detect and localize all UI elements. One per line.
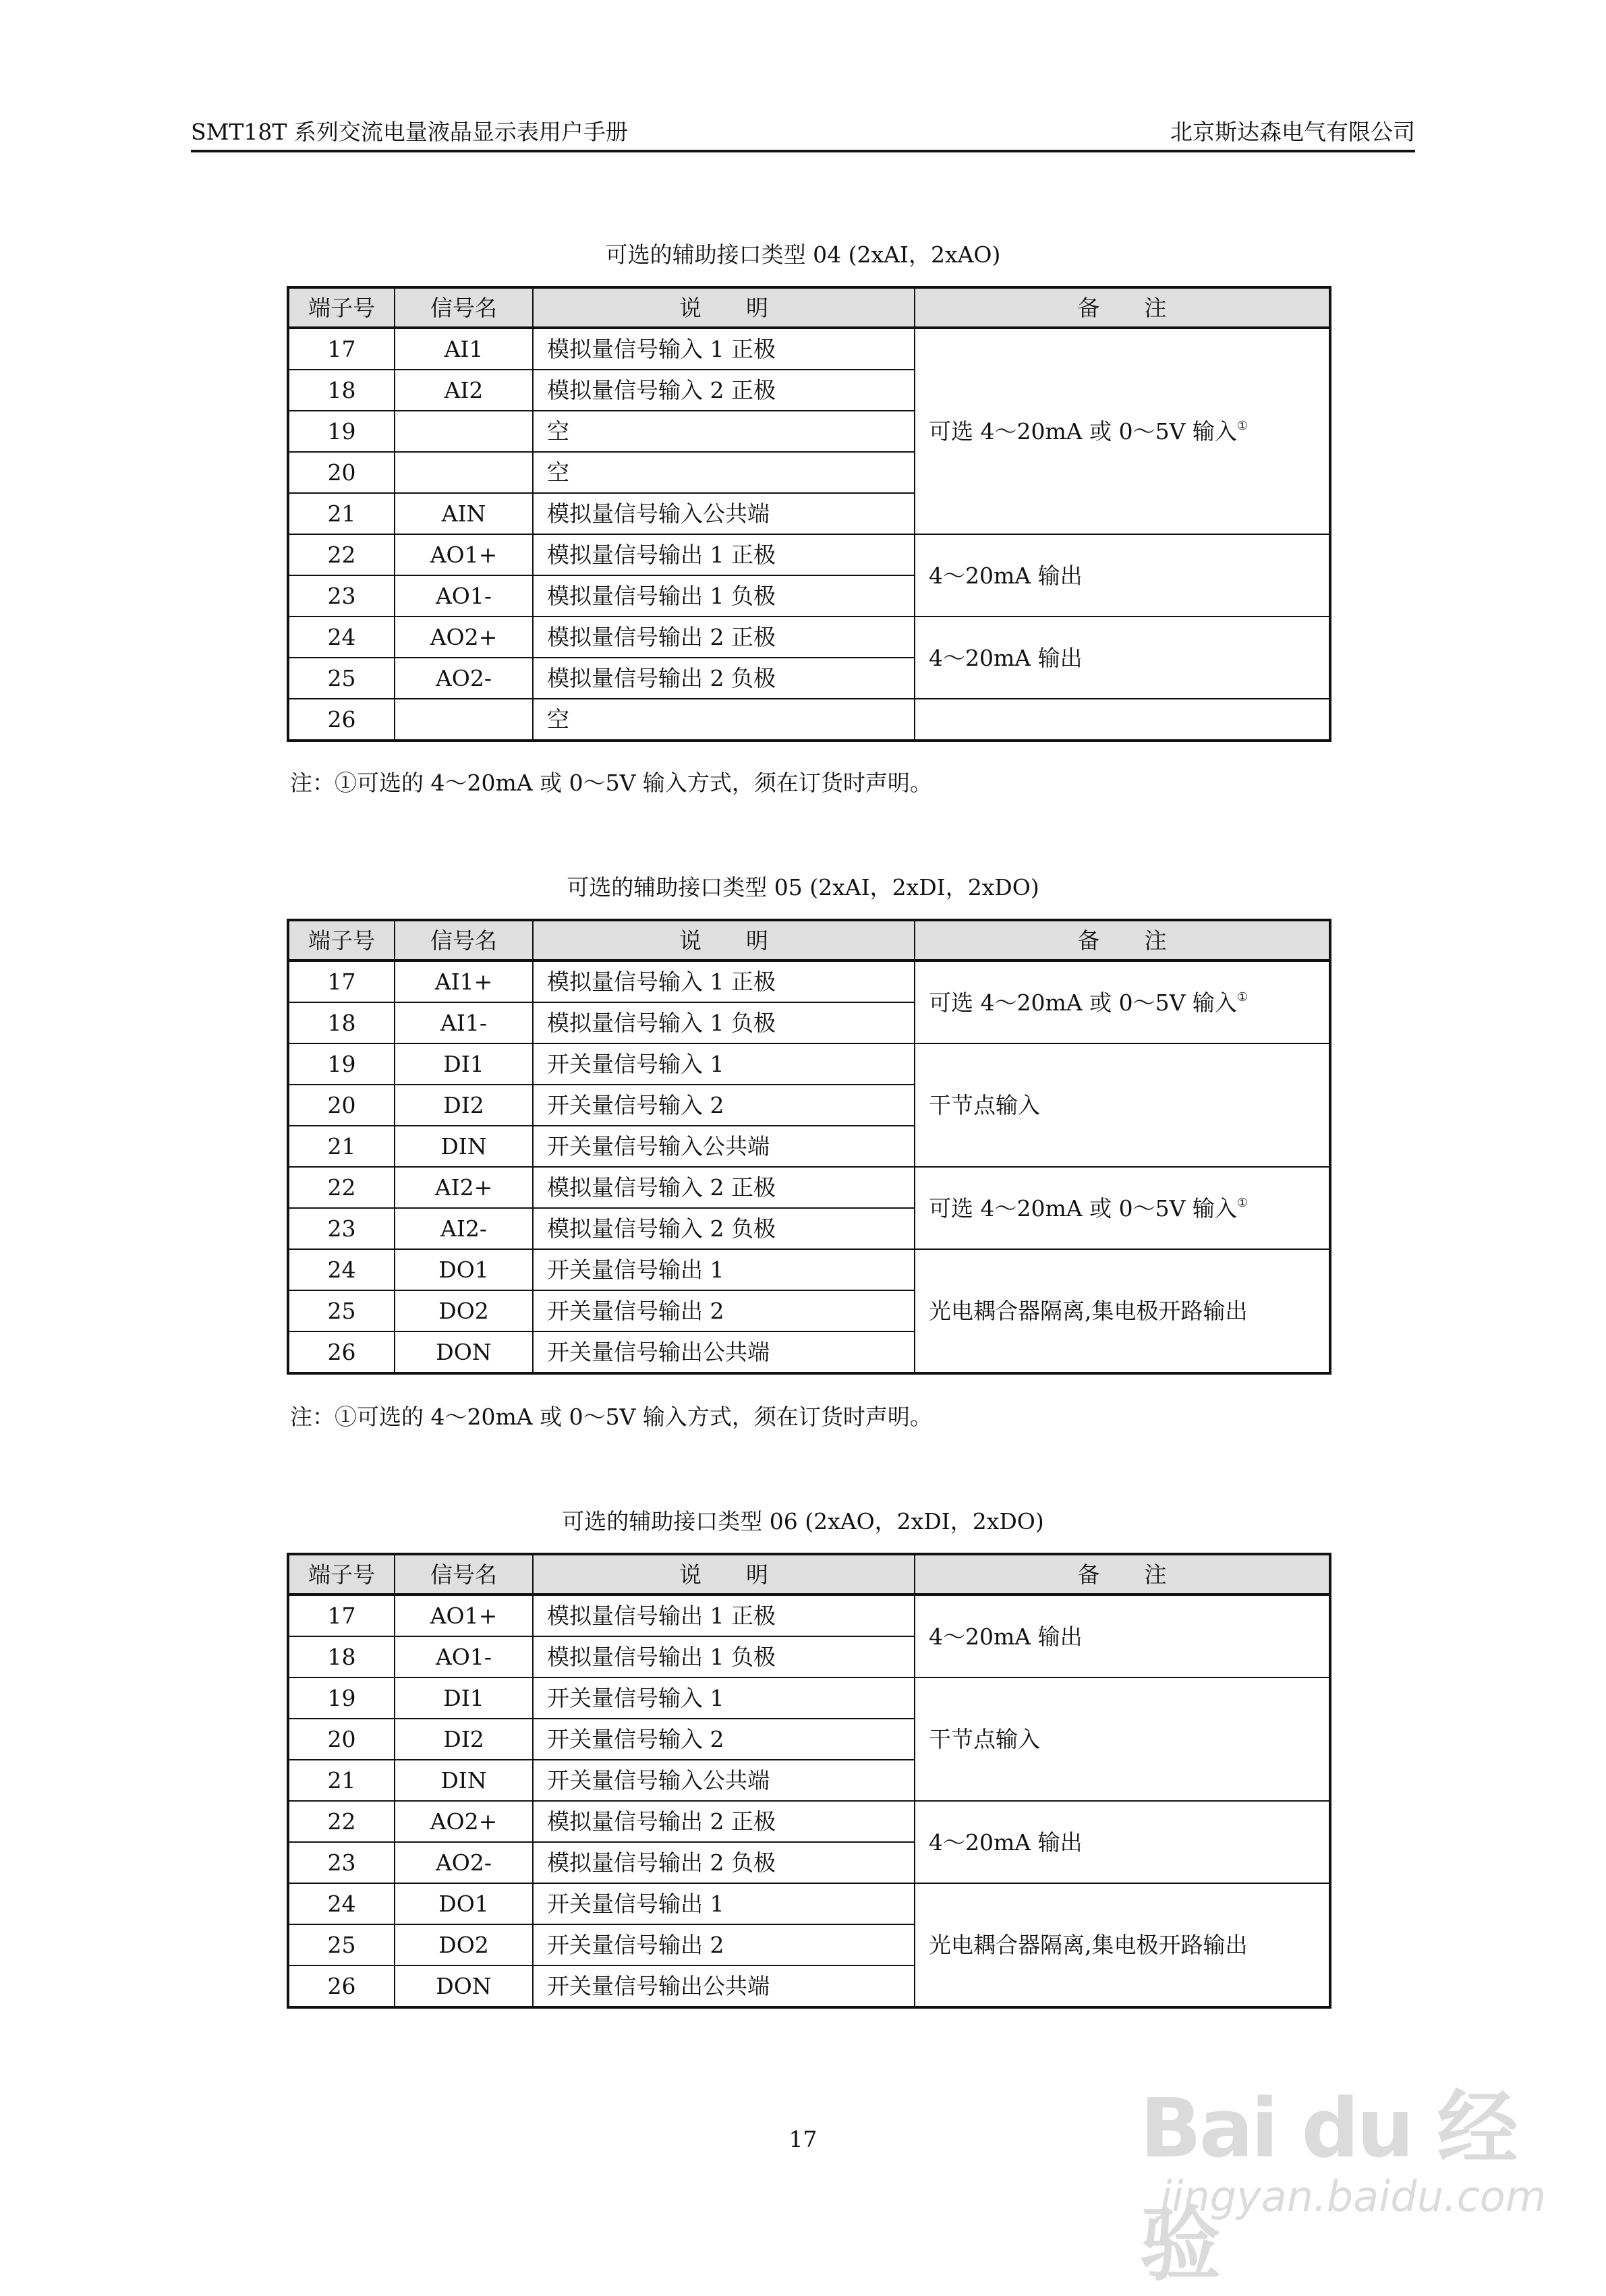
- terminal-cell: 26: [288, 1965, 395, 2007]
- terminal-cell: 23: [288, 1842, 395, 1883]
- description-cell: 开关量信号输出 1: [533, 1249, 915, 1290]
- terminal-cell: 26: [288, 699, 395, 741]
- header-title: SMT18T 系列交流电量液晶显示表用户手册: [191, 119, 628, 145]
- description-cell: 模拟量信号输出 1 负极: [533, 575, 915, 616]
- signal-cell: [395, 699, 533, 741]
- remark-cell: 4～20mA 输出: [915, 1801, 1330, 1883]
- watermark-logo: Bai du 经验: [1140, 2082, 1516, 2292]
- description-cell: 开关量信号输入 2: [533, 1719, 915, 1760]
- table-row: [288, 1677, 1330, 1719]
- description-cell: 开关量信号输入公共端: [533, 1126, 915, 1167]
- remark-cell: [915, 960, 1330, 1043]
- signal-cell: AO1-: [395, 1636, 533, 1677]
- table-row: [288, 1801, 1330, 1842]
- signal-cell: DO2: [395, 1290, 533, 1331]
- table-row: [288, 328, 1330, 370]
- remark-cell: 光电耦合器隔离,集电极开路输出: [915, 1883, 1330, 2007]
- table-caption: 可选的辅助接口类型 06 (2xAO，2xDI，2xDO): [562, 1508, 1044, 1534]
- signal-cell: AO2+: [395, 616, 533, 658]
- signal-cell: DI1: [395, 1677, 533, 1719]
- watermark-url: jingyan.baidu.com: [1160, 2172, 1547, 2221]
- terminal-cell: 21: [288, 493, 395, 534]
- description-cell: 模拟量信号输出 1 负极: [533, 1636, 915, 1677]
- description-cell: 开关量信号输出公共端: [533, 1331, 915, 1373]
- description-cell: 开关量信号输入 1: [533, 1043, 915, 1085]
- footnote-mark: ①: [1236, 419, 1249, 433]
- description-cell: 开关量信号输入公共端: [533, 1760, 915, 1801]
- terminal-cell: 20: [288, 1085, 395, 1126]
- page-number: 17: [788, 2126, 818, 2152]
- remark-cell: 4～20mA 输出: [915, 616, 1330, 699]
- description-cell: 开关量信号输出 1: [533, 1883, 915, 1924]
- description-cell: 模拟量信号输入 2 负极: [533, 1208, 915, 1249]
- col-description: 说 明: [533, 920, 915, 960]
- signal-cell: AO1+: [395, 534, 533, 575]
- signal-cell: DO1: [395, 1249, 533, 1290]
- terminal-cell: 26: [288, 1331, 395, 1373]
- table-caption: 可选的辅助接口类型 04 (2xAI，2xAO): [605, 241, 1001, 268]
- signal-cell: AI1: [395, 328, 533, 370]
- table-row: [288, 1043, 1330, 1085]
- terminal-cell: 21: [288, 1760, 395, 1801]
- terminal-cell: 20: [288, 452, 395, 493]
- terminal-cell: 24: [288, 616, 395, 658]
- description-cell: 模拟量信号输出 1 正极: [533, 1595, 915, 1636]
- footnote: 注：①可选的 4～20mA 或 0～5V 输入方式，须在订货时声明。: [290, 770, 932, 796]
- remark-cell: 光电耦合器隔离,集电极开路输出: [915, 1249, 1330, 1373]
- table-row: [288, 1167, 1330, 1208]
- terminal-cell: 25: [288, 1924, 395, 1965]
- signal-cell: DIN: [395, 1760, 533, 1801]
- terminal-cell: 18: [288, 1002, 395, 1043]
- col-terminal: 端子号: [288, 920, 395, 960]
- col-signal: 信号名: [395, 1554, 533, 1595]
- terminal-cell: 17: [288, 1595, 395, 1636]
- signal-cell: AI2+: [395, 1167, 533, 1208]
- col-description: 说 明: [533, 287, 915, 328]
- remark-cell: [915, 699, 1330, 741]
- terminal-cell: 23: [288, 1208, 395, 1249]
- terminal-cell: 25: [288, 658, 395, 699]
- terminal-cell: 22: [288, 1167, 395, 1208]
- page-header: [191, 112, 1415, 152]
- signal-cell: DI1: [395, 1043, 533, 1085]
- remark-cell: 干节点输入: [915, 1043, 1330, 1167]
- terminal-cell: 24: [288, 1883, 395, 1924]
- footnote-mark: ①: [1236, 1195, 1249, 1210]
- remark-cell: 4～20mA 输出: [915, 1595, 1330, 1677]
- remark-cell: 干节点输入: [915, 1677, 1330, 1801]
- signal-cell: DON: [395, 1965, 533, 2007]
- signal-cell: DO2: [395, 1924, 533, 1965]
- terminal-cell: 19: [288, 411, 395, 452]
- interface-table-06: [287, 1553, 1331, 2009]
- terminal-cell: 23: [288, 575, 395, 616]
- table-header-row: [288, 1554, 1330, 1595]
- table-row: [288, 1595, 1330, 1636]
- table-header-row: [288, 287, 1330, 328]
- signal-cell: AI1+: [395, 960, 533, 1002]
- baidu-jingyan-watermark: [1140, 2064, 1547, 2292]
- header-company: 北京斯达森电气有限公司: [1170, 119, 1415, 145]
- signal-cell: AO1+: [395, 1595, 533, 1636]
- signal-cell: AO1-: [395, 575, 533, 616]
- description-cell: 开关量信号输入 2: [533, 1085, 915, 1126]
- col-remark: 备 注: [915, 1554, 1330, 1595]
- description-cell: 模拟量信号输入 2 正极: [533, 370, 915, 411]
- description-cell: 模拟量信号输出 2 负极: [533, 1842, 915, 1883]
- description-cell: 模拟量信号输出 2 负极: [533, 658, 915, 699]
- remark-text: 可选 4～20mA 或 0～5V 输入: [929, 989, 1237, 1016]
- terminal-cell: 24: [288, 1249, 395, 1290]
- description-cell: 模拟量信号输出 2 正极: [533, 616, 915, 658]
- terminal-cell: 18: [288, 370, 395, 411]
- signal-cell: AI2-: [395, 1208, 533, 1249]
- col-terminal: 端子号: [288, 1554, 395, 1595]
- col-remark: 备 注: [915, 920, 1330, 960]
- signal-cell: DON: [395, 1331, 533, 1373]
- description-cell: 模拟量信号输出 2 正极: [533, 1801, 915, 1842]
- terminal-cell: 17: [288, 960, 395, 1002]
- table-row: [288, 534, 1330, 575]
- terminal-cell: 22: [288, 534, 395, 575]
- remark-cell: [915, 1167, 1330, 1249]
- terminal-cell: 17: [288, 328, 395, 370]
- description-cell: 空: [533, 411, 915, 452]
- signal-cell: DI2: [395, 1085, 533, 1126]
- table-row: [288, 960, 1330, 1002]
- table-row: [288, 1883, 1330, 1924]
- signal-cell: AO2-: [395, 1842, 533, 1883]
- footnote-mark: ①: [1236, 989, 1249, 1004]
- terminal-cell: 19: [288, 1043, 395, 1085]
- remark-cell: [915, 328, 1330, 534]
- signal-cell: [395, 411, 533, 452]
- description-cell: 模拟量信号输出 1 正极: [533, 534, 915, 575]
- signal-cell: AO2+: [395, 1801, 533, 1842]
- col-remark: 备 注: [915, 287, 1330, 328]
- signal-cell: AI1-: [395, 1002, 533, 1043]
- table-header-row: [288, 920, 1330, 960]
- col-signal: 信号名: [395, 287, 533, 328]
- remark-cell: 4～20mA 输出: [915, 534, 1330, 616]
- table-row: [288, 699, 1330, 741]
- description-cell: 空: [533, 452, 915, 493]
- description-cell: 开关量信号输出公共端: [533, 1965, 915, 2007]
- description-cell: 开关量信号输出 2: [533, 1924, 915, 1965]
- col-signal: 信号名: [395, 920, 533, 960]
- table-caption: 可选的辅助接口类型 05 (2xAI，2xDI，2xDO): [567, 874, 1039, 900]
- description-cell: 模拟量信号输入 1 正极: [533, 328, 915, 370]
- description-cell: 开关量信号输入 1: [533, 1677, 915, 1719]
- interface-table-05: [287, 919, 1331, 1375]
- table-row: [288, 616, 1330, 658]
- signal-cell: [395, 452, 533, 493]
- remark-text: 可选 4～20mA 或 0～5V 输入: [929, 1195, 1237, 1222]
- signal-cell: DO1: [395, 1883, 533, 1924]
- description-cell: 模拟量信号输入 1 负极: [533, 1002, 915, 1043]
- terminal-cell: 19: [288, 1677, 395, 1719]
- description-cell: 模拟量信号输入公共端: [533, 493, 915, 534]
- signal-cell: DIN: [395, 1126, 533, 1167]
- signal-cell: AO2-: [395, 658, 533, 699]
- signal-cell: AIN: [395, 493, 533, 534]
- table-row: [288, 1249, 1330, 1290]
- col-description: 说 明: [533, 1554, 915, 1595]
- footnote: 注：①可选的 4～20mA 或 0～5V 输入方式，须在订货时声明。: [290, 1404, 932, 1430]
- terminal-cell: 20: [288, 1719, 395, 1760]
- col-terminal: 端子号: [288, 287, 395, 328]
- signal-cell: DI2: [395, 1719, 533, 1760]
- description-cell: 模拟量信号输入 1 正极: [533, 960, 915, 1002]
- terminal-cell: 22: [288, 1801, 395, 1842]
- signal-cell: AI2: [395, 370, 533, 411]
- description-cell: 模拟量信号输入 2 正极: [533, 1167, 915, 1208]
- remark-text: 可选 4～20mA 或 0～5V 输入: [929, 418, 1237, 444]
- terminal-cell: 25: [288, 1290, 395, 1331]
- description-cell: 开关量信号输出 2: [533, 1290, 915, 1331]
- terminal-cell: 18: [288, 1636, 395, 1677]
- description-cell: 空: [533, 699, 915, 741]
- interface-table-04: [287, 286, 1331, 742]
- terminal-cell: 21: [288, 1126, 395, 1167]
